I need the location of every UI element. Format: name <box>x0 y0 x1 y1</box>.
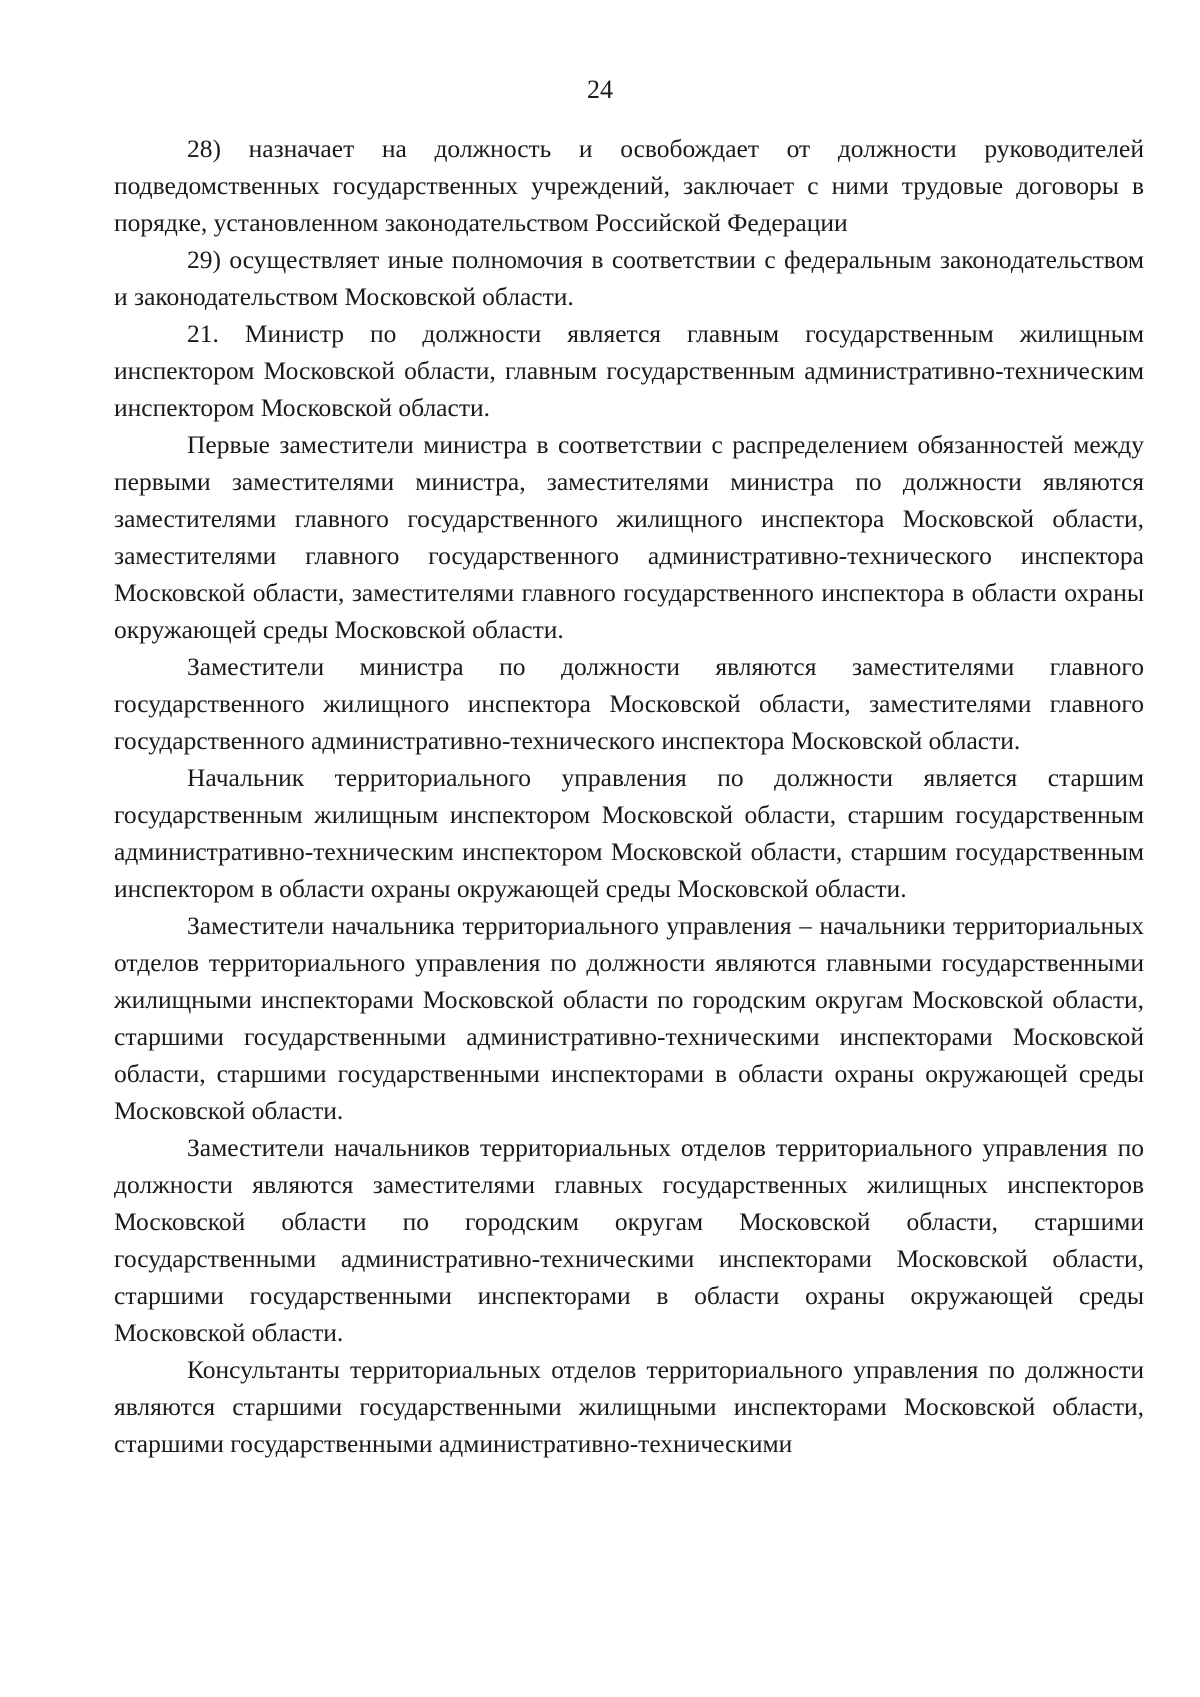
paragraph-first-deputies: Первые заместители министра в соответствии с распределением обязанностей между первыми заместителями министра, заместителями министра по должности являются заместителями главного государственного жилищного инспектора Московской области, заместителями главного государственного административно-технического инспектора Московской области, заместителями главного государственного инспектора в области охраны окружающей среды Московской области. <box>114 430 1144 644</box>
paragraph-head-of-territorial-department: Начальник территориального управления по должности является старшим государственным жилищным инспектором Московской области, старшим государственным административно-техническим инспектором Московской области, старшим государственным инспектором в области охраны окружающей среды Московской области. <box>114 763 1144 903</box>
paragraph-deputy-heads: Заместители начальника территориального управления – начальники территориальных отделов территориального управления по должности являются главными государственными жилищными инспекторами Московской области по городским округам Московской области, старшими государственными административно-техническими инспекторами Московской области, старшими государственными инспекторами в области охраны окружающей среды Московской области. <box>114 911 1144 1125</box>
document-body <box>114 130 1144 1462</box>
paragraph-item-28: 28) назначает на должность и освобождает от должности руководителей подведомственных государственных учреждений, заключает с ними трудовые договоры в порядке, установленном законодательством Российской Федерации <box>114 134 1144 237</box>
page-number: 24 <box>587 75 613 104</box>
paragraph-item-29: 29) осуществляет иные полномочия в соответствии с федеральным законодательством и законодательством Московской области. <box>114 245 1144 311</box>
paragraph-clause-21: 21. Министр по должности является главным государственным жилищным инспектором Московской области, главным государственным административно-техническим инспектором Московской области. <box>114 319 1144 422</box>
paragraph-consultants: Консультанты территориальных отделов территориального управления по должности являются старшими государственными жилищными инспекторами Московской области, старшими государственными административно-техническими <box>114 1355 1144 1458</box>
paragraph-deputy-ministers: Заместители министра по должности являются заместителями главного государственного жилищного инспектора Московской области, заместителями главного государственного административно-технического инспектора Московской области. <box>114 652 1144 755</box>
paragraph-deputy-heads-of-divisions: Заместители начальников территориальных отделов территориального управления по должности являются заместителями главных государственных жилищных инспекторов Московской области по городским округам Московской области, старшими государственными административно-техническими инспекторами Московской области, старшими государственными инспекторами в области охраны окружающей среды Московской области. <box>114 1133 1144 1347</box>
